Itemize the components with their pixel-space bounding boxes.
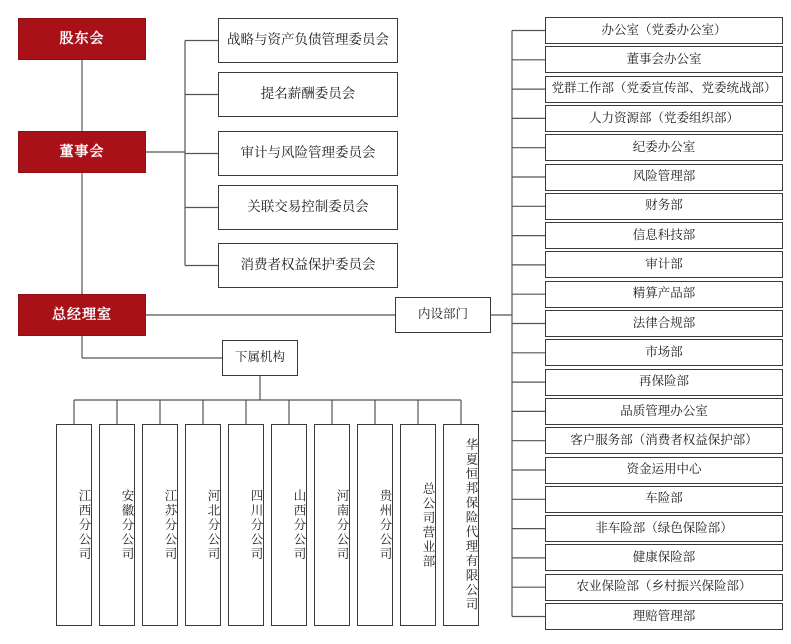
department-node-18[interactable]: 健康保险部 bbox=[545, 544, 783, 571]
branch-node-0[interactable]: 江西分公司 bbox=[56, 424, 92, 626]
committee-node-4[interactable]: 消费者权益保护委员会 bbox=[218, 243, 398, 288]
committee-node-0[interactable]: 战略与资产负债管理委员会 bbox=[218, 18, 398, 63]
department-node-15[interactable]: 资金运用中心 bbox=[545, 457, 783, 484]
department-node-6[interactable]: 财务部 bbox=[545, 193, 783, 220]
branch-node-5[interactable]: 山西分公司 bbox=[271, 424, 307, 626]
department-node-19[interactable]: 农业保险部（乡村振兴保险部） bbox=[545, 574, 783, 601]
branch-node-3[interactable]: 河北分公司 bbox=[185, 424, 221, 626]
department-node-3[interactable]: 人力资源部（党委组织部） bbox=[545, 105, 783, 132]
department-node-17[interactable]: 非车险部（绿色保险部） bbox=[545, 515, 783, 542]
committee-node-1[interactable]: 提名薪酬委员会 bbox=[218, 72, 398, 117]
committee-node-3[interactable]: 关联交易控制委员会 bbox=[218, 185, 398, 230]
department-node-0[interactable]: 办公室（党委办公室） bbox=[545, 17, 783, 44]
department-node-1[interactable]: 董事会办公室 bbox=[545, 46, 783, 73]
department-node-16[interactable]: 车险部 bbox=[545, 486, 783, 513]
department-node-2[interactable]: 党群工作部（党委宣传部、党委统战部） bbox=[545, 76, 783, 103]
department-node-12[interactable]: 再保险部 bbox=[545, 369, 783, 396]
department-node-4[interactable]: 纪委办公室 bbox=[545, 134, 783, 161]
committee-node-2[interactable]: 审计与风险管理委员会 bbox=[218, 131, 398, 176]
department-node-20[interactable]: 理赔管理部 bbox=[545, 603, 783, 630]
internal-departments[interactable]: 内设部门 bbox=[395, 297, 491, 333]
branch-node-8[interactable]: 总公司营业部 bbox=[400, 424, 436, 626]
branch-node-1[interactable]: 安徽分公司 bbox=[99, 424, 135, 626]
department-node-7[interactable]: 信息科技部 bbox=[545, 222, 783, 249]
governance-node-1[interactable]: 董事会 bbox=[18, 131, 146, 173]
department-node-9[interactable]: 精算产品部 bbox=[545, 281, 783, 308]
branch-node-9[interactable]: 华夏恒邦保险代理有限公司 bbox=[443, 424, 479, 626]
department-node-13[interactable]: 品质管理办公室 bbox=[545, 398, 783, 425]
branch-node-7[interactable]: 贵州分公司 bbox=[357, 424, 393, 626]
department-node-11[interactable]: 市场部 bbox=[545, 339, 783, 366]
branch-node-4[interactable]: 四川分公司 bbox=[228, 424, 264, 626]
department-node-10[interactable]: 法律合规部 bbox=[545, 310, 783, 337]
department-node-8[interactable]: 审计部 bbox=[545, 251, 783, 278]
department-node-14[interactable]: 客户服务部（消费者权益保护部） bbox=[545, 427, 783, 454]
branch-node-2[interactable]: 江苏分公司 bbox=[142, 424, 178, 626]
branch-node-6[interactable]: 河南分公司 bbox=[314, 424, 350, 626]
governance-node-0[interactable]: 股东会 bbox=[18, 18, 146, 60]
department-node-5[interactable]: 风险管理部 bbox=[545, 164, 783, 191]
governance-node-2[interactable]: 总经理室 bbox=[18, 294, 146, 336]
subordinate-institutions[interactable]: 下属机构 bbox=[222, 340, 298, 376]
